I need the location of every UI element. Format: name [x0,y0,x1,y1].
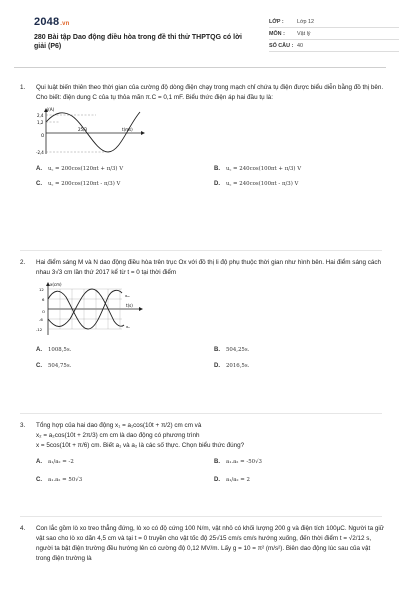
option-c[interactable]: C. 504,75s. [36,363,72,369]
svg-text:O: O [41,133,45,138]
option-b[interactable]: B. u꜀ = 240cos(100πt + π/3) V [214,166,302,172]
option-a[interactable]: A. a₁/a₂ = -2 [36,459,74,465]
svg-text:xₙ: xₙ [126,324,130,329]
current-graph [36,106,386,160]
svg-text:O: O [42,309,45,314]
question-divider [20,413,382,414]
svg-text:i(A): i(A) [47,107,55,112]
question-divider [20,250,382,251]
question-divider [20,516,382,517]
question-text: Qui luật biến thiên theo thời gian của cường độ dòng điện chạy trong mạch chỉ chứa tụ điện được biểu diễn bằng đồ thị bên. Cho biết: điện dung C của tụ thỏa mãn π.C = 0,1 mF. Biểu thức điện áp hai đầu tụ là: [36,84,384,101]
svg-text:-12: -12 [36,327,43,332]
question-number: 3. [20,422,26,429]
svg-text:xₘ: xₘ [125,293,130,298]
question-3 [20,421,386,485]
document-title: 280 Bài tập Dao động điều hòa trong đề thi thử THPTQG có lời giải (P6) [34,34,242,50]
header-divider [14,67,386,68]
position-graph [36,281,386,341]
option-d[interactable]: D. 2016,5s. [214,363,250,369]
question-number: 4. [20,525,26,532]
svg-text:-2,4: -2,4 [36,150,44,155]
option-a[interactable]: A. u꜀ = 200cos(120πt + π/3) V [36,166,124,172]
question-4 [20,524,386,564]
svg-text:1,2: 1,2 [37,120,44,125]
meta-table [269,16,399,52]
svg-text:12: 12 [39,287,44,292]
option-a[interactable]: A. 1008,5s. [36,347,72,353]
option-d[interactable]: D. u꜀ = 240cos(100πt - π/3) V [214,181,299,187]
svg-text:x(cm): x(cm) [50,282,62,287]
question-text: Con lắc gồm lò xo treo thẳng đứng, lò xo có độ cứng 100 N/m, vật nhỏ có khối lượng 200 g và điện tích 100µC. Người ta giữ vật sao cho lò xo dãn 4,5 cm và tại t = 0 truyền cho vật tốc độ 25√15 cm/s cm/s hướng xuống, đến thời điểm t = √2/12 s, người ta bật điện trường đều hướng lên có cường độ 0,12 MV/m. Lấy g = 10 = π² (m/s²). Biên dao động lúc sau của vật trong điện trường là [36,525,384,562]
option-c[interactable]: C. a₁.a₂ = 50√3 [36,477,83,483]
question-number: 2. [20,259,26,266]
question-text: Hai điểm sáng M và N dao động điều hòa trên trục Ox với đồ thị li độ phụ thuộc thời gian như hình bên. Hai điểm sáng cách nhau 3√3 cm lần thứ 2017 kể từ t = 0 tại thời điểm [36,259,382,276]
meta-row-count: SỐ CÂU : 40 [269,40,399,52]
question-number: 1. [20,84,26,91]
question-2 [20,258,386,371]
option-d[interactable]: D. a₁/a₂ = 2 [214,477,250,483]
svg-text:25/3: 25/3 [78,127,87,132]
options-q2 [36,345,386,371]
svg-text:-6: -6 [39,317,43,322]
svg-text:2,4: 2,4 [37,113,44,118]
option-b[interactable]: B. a₁.a₂ = -50√3 [214,459,262,465]
option-c[interactable]: C. u꜀ = 200cos(120πt - π/3) V [36,181,121,187]
svg-text:6: 6 [42,297,45,302]
page-header [14,0,386,62]
svg-text:t(ms): t(ms) [122,127,133,132]
question-text-line-3: x = 5cos(10t + π/6) cm. Biết a₁ và a₂ là các số thực. Chọn biểu thức đúng? [36,442,245,449]
question-text-line-1: Tổng hợp của hai dao động x₁ = a₁cos(10t + π/2) cm cm và [36,422,202,429]
question-1 [20,83,386,190]
options-q1 [36,164,386,190]
options-q3 [36,455,386,485]
question-text-line-2: x₂ = a₂cos(10t + 2π/3) cm cm là dao động có phương trình [36,432,200,439]
meta-row-subject: MÔN : Vật lý [269,28,399,40]
option-b[interactable]: B. 504,25s. [214,347,250,353]
svg-text:t(s): t(s) [126,303,133,308]
meta-row-class: LỚP : Lớp 12 [269,16,399,28]
site-logo[interactable]: 2048.vn [34,16,70,28]
